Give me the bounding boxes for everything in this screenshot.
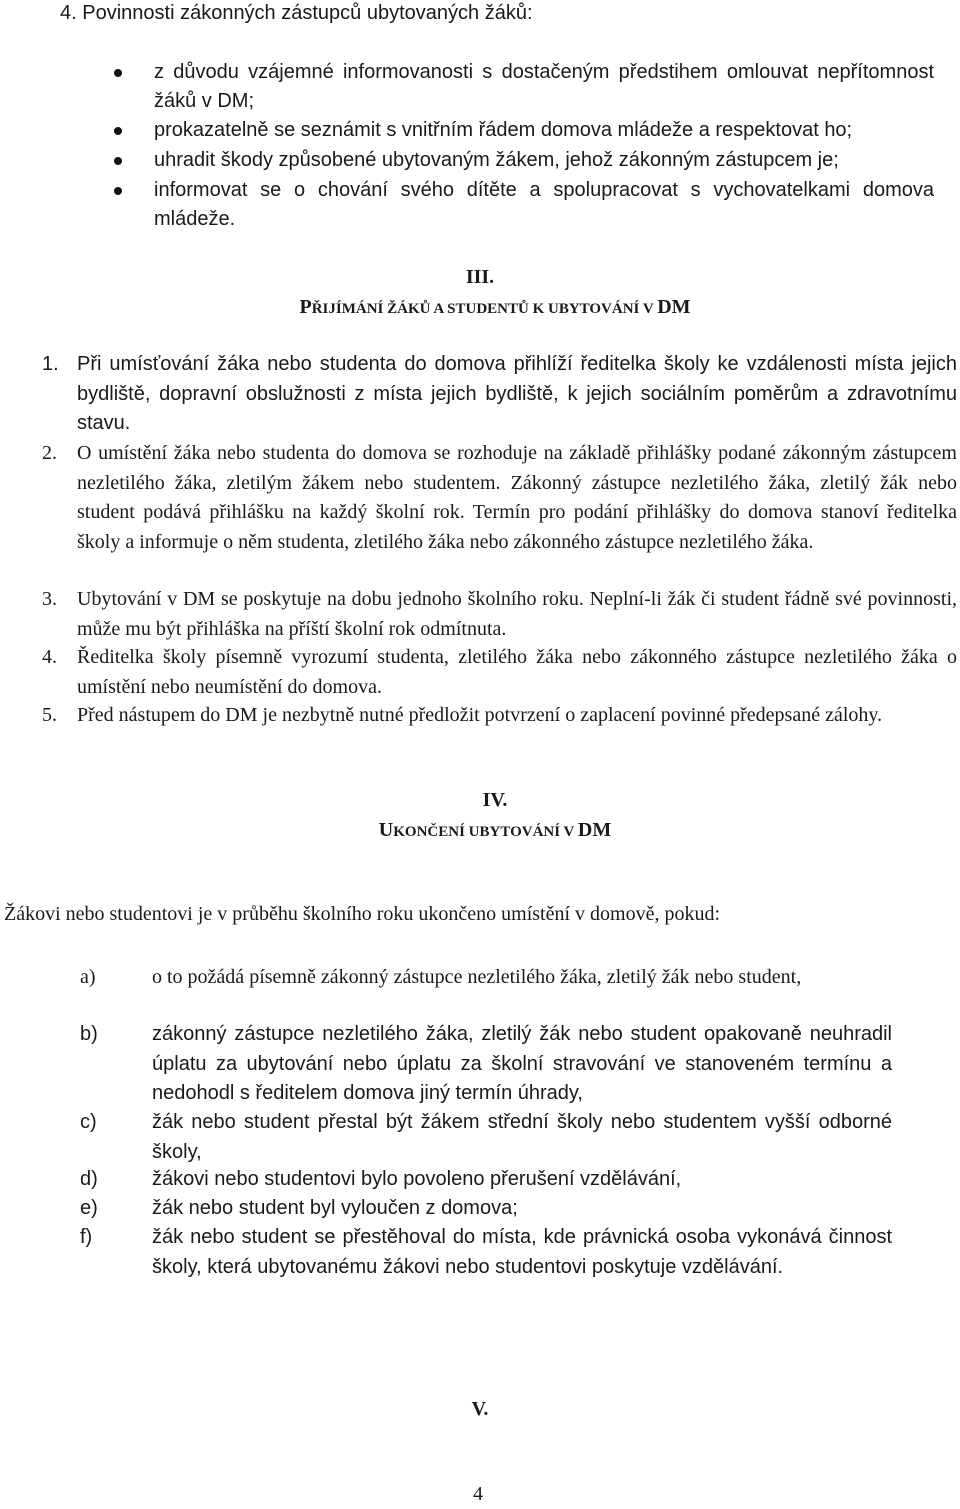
lettered-item <box>80 1194 900 1224</box>
lettered-item <box>80 1020 900 1110</box>
paragraph-text: Ředitelka školy písemně vyrozumí studenta, zletilého žáka nebo zákonného zástupce nezletilého žáka o umístění nebo neumístění do domova. <box>77 646 957 698</box>
item-text: žák nebo student byl vyloučen z domova; <box>152 1197 518 1219</box>
bullet-text: z důvodu vzájemné informovanosti s dostačeným předstihem omlouvat nepřítomnost žáků v DM; <box>154 61 934 112</box>
chapter-4-title-rest: KONČENÍ UBYTOVÁNÍ V <box>393 824 578 840</box>
item-letter: b) <box>80 1023 98 1045</box>
section-4-title: 4. Povinnosti zákonných zástupců ubytovaných žáků: <box>60 2 533 24</box>
numbered-paragraph <box>42 439 957 589</box>
bullet-icon <box>114 187 122 195</box>
chapter-3-title-initial: P <box>299 296 312 318</box>
bullet-icon <box>114 127 122 135</box>
item-text: zákonný zástupce nezletilého žáka, zletilý žák nebo student opakovaně neuhradil úplatu za ubytování nebo úplatu za školní stravování ve stanoveném termínu a nedohodl s ředitelem domova jiný termín úhrady, <box>152 1023 892 1104</box>
numbered-paragraph <box>42 350 957 440</box>
bullet-item <box>114 58 954 118</box>
lettered-item <box>80 963 900 1023</box>
chapter-5-number: V. <box>471 1398 489 1420</box>
numbered-paragraph <box>42 643 957 703</box>
bullet-text: uhradit škody způsobené ubytovaným žákem, jehož zákonným zástupcem je; <box>154 149 839 171</box>
lettered-item <box>80 1108 900 1168</box>
paragraph-text: O umístění žáka nebo studenta do domova se rozhoduje na základě přihlášky podané zákonným zástupcem nezletilého žáka, zletilým žákem nebo studentem. Zákonný zástupce nezletilého žáka, zletilý žák nebo student podává přihlášku na každý školní rok. Termín pro podání přihlášky do domova stanoví ředitelka školy a informuje o něm studenta, zletilého žáka nebo zákonného zástupce nezletilého žáka. <box>77 442 957 553</box>
chapter-3-number: III. <box>465 266 495 288</box>
paragraph-number: 3. <box>42 588 57 610</box>
chapter-4-number: IV. <box>482 789 508 811</box>
paragraph-number: 5. <box>42 704 57 726</box>
item-letter: e) <box>80 1197 98 1219</box>
chapter-4-title-dm: DM <box>577 819 612 841</box>
item-letter: d) <box>80 1168 98 1190</box>
chapter-3-title-dm: DM <box>657 296 691 318</box>
bullet-item <box>114 116 954 146</box>
chapter-3-title-rest: ŘIJÍMÁNÍ ŽÁKŮ A STUDENTŮ K UBYTOVÁNÍ V <box>311 301 658 317</box>
bullet-text: informovat se o chování svého dítěte a spolupracovat s vychovatelkami domova mládeže. <box>154 179 934 230</box>
bullet-item <box>114 176 954 236</box>
chapter-4-intro: Žákovi nebo studentovi je v průběhu školního roku ukončeno umístění v domově, pokud: <box>4 903 721 925</box>
item-text: žák nebo student přestal být žákem střední školy nebo studentem vyšší odborné školy, <box>152 1111 892 1163</box>
paragraph-number: 4. <box>42 646 57 668</box>
item-text: žák nebo student se přestěhoval do místa, kde právnická osoba vykonává činnost školy, která ubytovanému žákovi nebo studentovi poskytuje vzdělávání. <box>152 1226 892 1278</box>
item-text: o to požádá písemně zákonný zástupce nezletilého žáka, zletilý žák nebo student, <box>152 966 802 988</box>
paragraph-text: Při umísťování žáka nebo studenta do domova přihlíží ředitelka školy ke vzdálenosti místa jejich bydliště, dopravní obslužnosti z místa jejich bydliště, k jejich sociálním poměrům a zdravotnímu stavu. <box>77 353 957 434</box>
paragraph-number: 1. <box>42 353 59 375</box>
paragraph-text: Před nástupem do DM je nezbytně nutné předložit potvrzení o zaplacení povinné předepsané zálohy. <box>77 704 883 726</box>
page-number: 4 <box>473 1483 483 1505</box>
lettered-item <box>80 1223 900 1313</box>
item-text: žákovi nebo studentovi bylo povoleno přerušení vzdělávání, <box>152 1168 682 1190</box>
paragraph-text: Ubytování v DM se poskytuje na dobu jednoho školního roku. Neplní-li žák či student řádně své povinnosti, může mu být přihláška na příští školní rok odmítnuta. <box>77 588 957 640</box>
paragraph-number: 2. <box>42 442 57 464</box>
chapter-3-title <box>0 296 960 319</box>
item-letter: f) <box>80 1226 93 1248</box>
item-letter: a) <box>80 966 96 988</box>
bullet-icon <box>114 157 122 165</box>
numbered-paragraph <box>42 585 957 645</box>
chapter-4-title-initial: U <box>378 819 394 841</box>
item-letter: c) <box>80 1111 97 1133</box>
bullet-text: prokazatelně se seznámit s vnitřním řádem domova mládeže a respektovat ho; <box>154 119 853 141</box>
lettered-item <box>80 1165 900 1195</box>
chapter-4-title <box>0 819 960 842</box>
bullet-item <box>114 146 954 176</box>
numbered-paragraph <box>42 701 957 761</box>
bullet-icon <box>114 69 122 77</box>
